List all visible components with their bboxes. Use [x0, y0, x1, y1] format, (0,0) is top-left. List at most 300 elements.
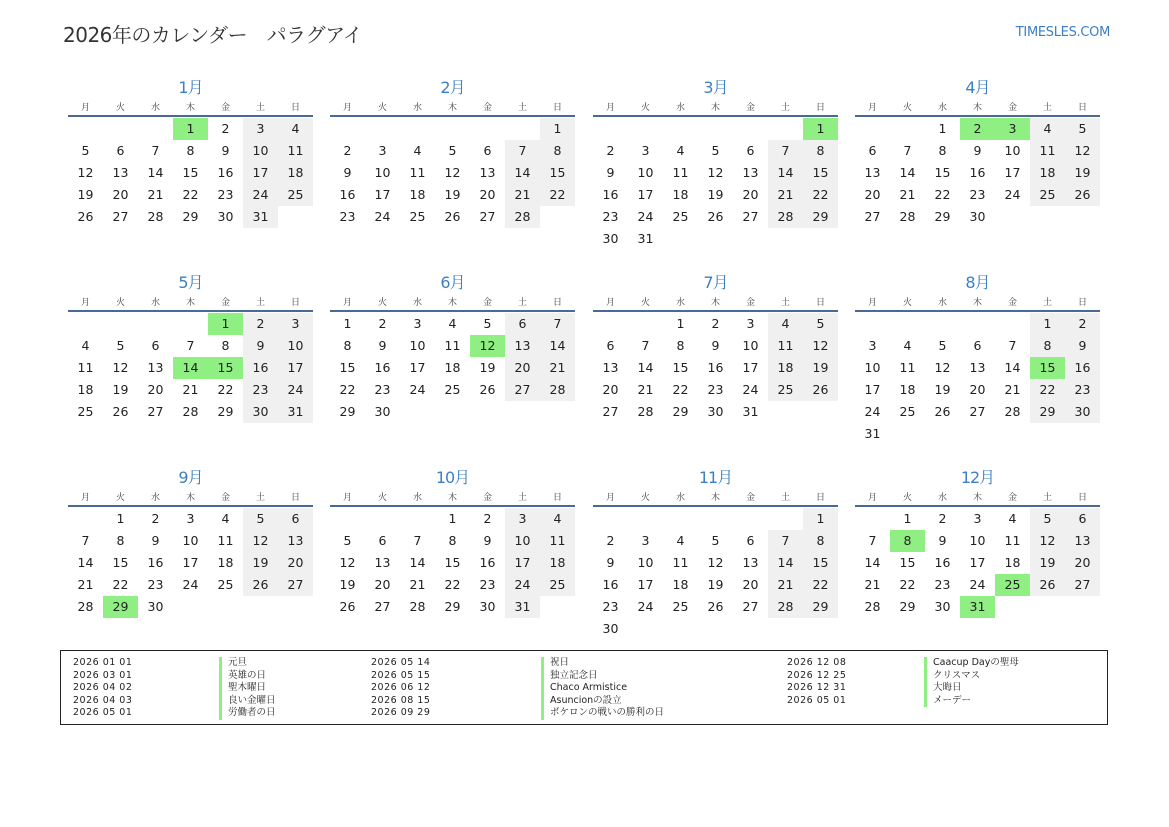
day-cell: 24 [505, 574, 540, 596]
month-name: 6月 [440, 273, 465, 292]
day-cell: 15 [444, 555, 461, 570]
day-cell: 14 [77, 555, 94, 570]
day-cell: 22 [444, 577, 461, 592]
day-cell: 6 [973, 338, 982, 353]
day-cell: 22 [112, 577, 129, 592]
weekday-label: 日 [290, 493, 300, 503]
day-cell: 9 [343, 165, 352, 180]
day-cell: 14 [1004, 360, 1021, 375]
day-cell: 17 [243, 162, 278, 184]
day-cell: 23 [147, 577, 164, 592]
holiday-name: Caacup Dayの聖母 [924, 657, 1019, 670]
day-cell: 10 [969, 533, 986, 548]
day-cell: 20 [147, 382, 164, 397]
holiday-date: 2026 01 01 [73, 657, 133, 668]
day-cell: 7 [540, 313, 575, 335]
day-cell: 11 [1030, 140, 1065, 162]
day-cell: 23 [243, 379, 278, 401]
day-cell: 19 [934, 382, 951, 397]
day-cell: 13 [602, 360, 619, 375]
day-cell: 28 [1004, 404, 1021, 419]
month-5 [68, 271, 313, 456]
day-cell: 18 [899, 382, 916, 397]
holiday-date: 2026 05 15 [371, 669, 431, 681]
day-cell: 3 [746, 316, 755, 331]
holiday-date: 2026 06 12 [371, 682, 431, 693]
day-cell: 25 [540, 574, 575, 596]
day-cell: 8 [221, 338, 230, 353]
day-cell: 26 [444, 209, 461, 224]
month-name: 12月 [960, 468, 995, 487]
day-cell: 30 [707, 404, 724, 419]
weekday-label: 木 [710, 298, 720, 308]
day-cell: 29 [803, 596, 838, 618]
month-9 [68, 466, 313, 651]
day-cell: 19 [1030, 552, 1065, 574]
weekday-label: 土 [255, 103, 265, 113]
weekday-label: 水 [150, 298, 160, 308]
day-cell: 16 [934, 555, 951, 570]
weekday-label: 水 [675, 493, 685, 503]
day-cell: 22 [339, 382, 356, 397]
weekday-label: 水 [675, 103, 685, 113]
month-3 [593, 76, 838, 261]
weekday-header [855, 296, 1100, 312]
day-cell: 4 [903, 338, 912, 353]
day-cell: 18 [768, 357, 803, 379]
day-cell: 7 [768, 140, 803, 162]
day-cell: 13 [147, 360, 164, 375]
day-cell: 12 [77, 165, 94, 180]
day-cell: 23 [217, 187, 234, 202]
holiday-name: 聖木曜日 [219, 682, 266, 695]
holiday-day-cell: 29 [103, 596, 138, 618]
day-cell: 17 [864, 382, 881, 397]
day-cell: 4 [540, 508, 575, 530]
day-cell: 14 [768, 552, 803, 574]
day-cell: 22 [803, 184, 838, 206]
day-cell: 22 [182, 187, 199, 202]
day-cell: 30 [217, 209, 234, 224]
day-cell: 16 [1065, 357, 1100, 379]
holiday-day-cell: 15 [208, 357, 243, 379]
holiday-day-cell: 1 [208, 313, 243, 335]
day-cell: 14 [540, 335, 575, 357]
day-cell: 21 [768, 574, 803, 596]
month-name: 4月 [965, 78, 990, 97]
day-cell: 20 [1065, 552, 1100, 574]
weekday-label: 土 [255, 493, 265, 503]
day-cell: 15 [182, 165, 199, 180]
weekday-label: 日 [552, 298, 562, 308]
day-cell: 23 [339, 209, 356, 224]
day-cell: 21 [540, 357, 575, 379]
day-cell: 6 [378, 533, 387, 548]
month-name: 3月 [703, 78, 728, 97]
day-cell: 12 [243, 530, 278, 552]
day-cell: 3 [278, 313, 313, 335]
day-cell: 30 [243, 401, 278, 423]
day-cell: 25 [672, 209, 689, 224]
day-cell: 26 [243, 574, 278, 596]
day-cell: 16 [707, 360, 724, 375]
weekday-label: 土 [1042, 103, 1052, 113]
day-cell: 14 [147, 165, 164, 180]
day-cell: 22 [217, 382, 234, 397]
day-cell: 23 [934, 577, 951, 592]
day-cell: 13 [112, 165, 129, 180]
weekday-label: 水 [412, 493, 422, 503]
holiday-name: Asuncionの設立 [541, 695, 622, 708]
day-cell: 15 [540, 162, 575, 184]
month-name: 10月 [435, 468, 470, 487]
day-cell: 16 [147, 555, 164, 570]
day-cell: 11 [540, 530, 575, 552]
weekday-label: 月 [605, 103, 615, 113]
day-cell: 21 [505, 184, 540, 206]
day-cell: 3 [413, 316, 422, 331]
weekday-label: 月 [342, 298, 352, 308]
weekday-label: 水 [937, 493, 947, 503]
day-cell: 12 [339, 555, 356, 570]
day-cell: 13 [278, 530, 313, 552]
day-cell: 30 [1065, 401, 1100, 423]
weekday-label: 月 [342, 103, 352, 113]
day-cell: 14 [409, 555, 426, 570]
weekday-label: 火 [377, 298, 387, 308]
day-cell: 13 [969, 360, 986, 375]
day-cell: 18 [1004, 555, 1021, 570]
holiday-name: クリスマス [924, 670, 980, 683]
day-cell: 12 [112, 360, 129, 375]
holiday-day-cell: 2 [960, 118, 995, 140]
day-cell: 3 [868, 338, 877, 353]
day-cell: 16 [374, 360, 391, 375]
day-cell: 3 [505, 508, 540, 530]
day-cell: 17 [1004, 165, 1021, 180]
day-cell: 3 [378, 143, 387, 158]
weekday-label: 金 [482, 493, 492, 503]
day-cell: 21 [637, 382, 654, 397]
holiday-date: 2026 04 02 [73, 682, 133, 693]
day-cell: 8 [116, 533, 125, 548]
day-cell: 26 [707, 209, 724, 224]
day-cell: 16 [479, 555, 496, 570]
weekday-header [68, 101, 313, 117]
day-cell: 5 [343, 533, 352, 548]
day-cell: 4 [768, 313, 803, 335]
month-name: 5月 [178, 273, 203, 292]
weekday-label: 水 [937, 103, 947, 113]
day-cell: 23 [479, 577, 496, 592]
day-cell: 23 [1065, 379, 1100, 401]
weekday-label: 木 [185, 493, 195, 503]
day-cell: 26 [339, 599, 356, 614]
day-cell: 11 [77, 360, 94, 375]
site-name[interactable]: TIMESLES.COM [1015, 25, 1110, 40]
weekday-label: 火 [640, 493, 650, 503]
day-cell: 31 [505, 596, 540, 618]
day-cell: 2 [221, 121, 230, 136]
holiday-day-cell: 1 [173, 118, 208, 140]
day-cell: 6 [483, 143, 492, 158]
weekday-label: 金 [220, 103, 230, 113]
day-cell: 7 [505, 140, 540, 162]
day-cell: 21 [864, 577, 881, 592]
weekday-label: 月 [605, 493, 615, 503]
day-cell: 14 [768, 162, 803, 184]
day-cell: 24 [278, 379, 313, 401]
day-cell: 12 [707, 165, 724, 180]
month-name: 1月 [178, 78, 203, 97]
day-cell: 27 [969, 404, 986, 419]
day-cell: 21 [77, 577, 94, 592]
weekday-label: 土 [517, 103, 527, 113]
day-cell: 22 [1030, 379, 1065, 401]
day-cell: 1 [116, 511, 125, 526]
weekday-label: 火 [640, 103, 650, 113]
day-cell: 29 [899, 599, 916, 614]
day-cell: 2 [343, 143, 352, 158]
day-cell: 29 [934, 209, 951, 224]
day-cell: 13 [374, 555, 391, 570]
weekday-label: 月 [80, 493, 90, 503]
month-7 [593, 271, 838, 456]
weekday-label: 日 [1077, 493, 1087, 503]
day-cell: 9 [378, 338, 387, 353]
day-cell: 13 [1065, 530, 1100, 552]
day-cell: 15 [672, 360, 689, 375]
day-cell: 28 [409, 599, 426, 614]
weekday-label: 火 [377, 103, 387, 113]
weekday-label: 水 [150, 103, 160, 113]
holiday-date: 2026 05 01 [73, 707, 133, 718]
weekday-label: 土 [780, 103, 790, 113]
day-cell: 6 [116, 143, 125, 158]
weekday-label: 月 [605, 298, 615, 308]
weekday-label: 木 [185, 103, 195, 113]
day-cell: 29 [217, 404, 234, 419]
day-cell: 24 [637, 599, 654, 614]
day-cell: 21 [1004, 382, 1021, 397]
day-cell: 25 [278, 184, 313, 206]
weekday-label: 金 [1007, 298, 1017, 308]
day-cell: 6 [746, 143, 755, 158]
day-cell: 7 [81, 533, 90, 548]
weekday-header [855, 491, 1100, 507]
day-cell: 22 [934, 187, 951, 202]
day-cell: 27 [602, 404, 619, 419]
day-cell: 30 [479, 599, 496, 614]
holiday-day-cell: 25 [995, 574, 1030, 596]
holiday-date: 2026 08 15 [371, 694, 431, 706]
day-cell: 27 [742, 599, 759, 614]
weekday-label: 木 [447, 298, 457, 308]
weekday-label: 月 [80, 298, 90, 308]
day-cell: 28 [768, 596, 803, 618]
day-cell: 7 [868, 533, 877, 548]
day-cell: 9 [973, 143, 982, 158]
day-cell: 10 [409, 338, 426, 353]
day-cell: 13 [864, 165, 881, 180]
day-cell: 19 [803, 357, 838, 379]
day-cell: 7 [768, 530, 803, 552]
weekday-label: 木 [972, 298, 982, 308]
day-cell: 8 [186, 143, 195, 158]
holiday-name: 良い金曜日 [219, 695, 276, 708]
weekday-label: 金 [482, 298, 492, 308]
holiday-name: 祝日 [541, 657, 569, 670]
day-cell: 25 [409, 209, 426, 224]
day-cell: 2 [483, 511, 492, 526]
weekday-header [593, 101, 838, 117]
day-cell: 2 [938, 511, 947, 526]
day-cell: 28 [864, 599, 881, 614]
day-cell: 6 [1065, 508, 1100, 530]
holiday-date: 2026 09 29 [371, 707, 431, 718]
weekday-label: 金 [745, 103, 755, 113]
day-cell: 24 [969, 577, 986, 592]
month-name: 11月 [698, 468, 733, 487]
weekday-label: 土 [1042, 298, 1052, 308]
weekday-label: 土 [780, 493, 790, 503]
weekday-label: 日 [552, 103, 562, 113]
day-cell: 20 [278, 552, 313, 574]
holiday-day-cell: 3 [995, 118, 1030, 140]
day-cell: 27 [147, 404, 164, 419]
day-cell: 4 [278, 118, 313, 140]
day-cell: 6 [278, 508, 313, 530]
weekday-label: 日 [815, 298, 825, 308]
day-cell: 27 [112, 209, 129, 224]
weekday-label: 日 [815, 493, 825, 503]
day-cell: 8 [938, 143, 947, 158]
day-cell: 12 [803, 335, 838, 357]
day-cell: 1 [1030, 313, 1065, 335]
weekday-label: 火 [902, 103, 912, 113]
weekday-header [855, 101, 1100, 117]
holiday-date: 2026 04 03 [73, 694, 133, 706]
day-cell: 10 [374, 165, 391, 180]
day-cell: 4 [1030, 118, 1065, 140]
day-cell: 2 [1065, 313, 1100, 335]
day-cell: 15 [934, 165, 951, 180]
day-cell: 16 [339, 187, 356, 202]
day-cell: 26 [934, 404, 951, 419]
weekday-label: 金 [220, 493, 230, 503]
day-cell: 18 [540, 552, 575, 574]
day-cell: 4 [448, 316, 457, 331]
day-cell: 27 [479, 209, 496, 224]
day-cell: 26 [803, 379, 838, 401]
day-cell: 17 [637, 187, 654, 202]
weekday-label: 月 [867, 298, 877, 308]
day-cell: 28 [768, 206, 803, 228]
weekday-header [330, 491, 575, 507]
day-cell: 6 [606, 338, 615, 353]
day-cell: 28 [505, 206, 540, 228]
day-cell: 10 [864, 360, 881, 375]
day-cell: 20 [505, 357, 540, 379]
weekday-label: 日 [290, 298, 300, 308]
day-cell: 1 [903, 511, 912, 526]
day-cell: 17 [374, 187, 391, 202]
day-cell: 25 [768, 379, 803, 401]
day-cell: 8 [448, 533, 457, 548]
day-cell: 23 [602, 209, 619, 224]
day-cell: 16 [243, 357, 278, 379]
day-cell: 15 [339, 360, 356, 375]
day-cell: 9 [938, 533, 947, 548]
holiday-date: 2026 03 01 [73, 669, 133, 681]
day-cell: 1 [540, 118, 575, 140]
day-cell: 25 [1030, 184, 1065, 206]
day-cell: 9 [606, 555, 615, 570]
day-cell: 11 [1004, 533, 1021, 548]
day-cell: 3 [243, 118, 278, 140]
month-11 [593, 466, 838, 651]
day-cell: 1 [938, 121, 947, 136]
day-cell: 8 [676, 338, 685, 353]
weekday-label: 水 [150, 493, 160, 503]
weekday-label: 木 [447, 493, 457, 503]
month-6 [330, 271, 575, 456]
weekday-label: 木 [185, 298, 195, 308]
day-cell: 14 [637, 360, 654, 375]
weekday-label: 木 [710, 493, 720, 503]
day-cell: 18 [672, 577, 689, 592]
day-cell: 18 [672, 187, 689, 202]
day-cell: 20 [479, 187, 496, 202]
month-8 [855, 271, 1100, 456]
day-cell: 3 [641, 533, 650, 548]
holiday-name: 元旦 [219, 657, 247, 670]
day-cell: 11 [409, 165, 426, 180]
day-cell: 19 [243, 552, 278, 574]
holiday-day-cell: 14 [173, 357, 208, 379]
weekday-label: 土 [517, 298, 527, 308]
day-cell: 11 [672, 165, 689, 180]
weekday-label: 月 [80, 103, 90, 113]
day-cell: 10 [742, 338, 759, 353]
day-cell: 25 [77, 404, 94, 419]
day-cell: 15 [803, 162, 838, 184]
weekday-label: 火 [115, 103, 125, 113]
weekday-label: 日 [1077, 298, 1087, 308]
day-cell: 2 [711, 316, 720, 331]
day-cell: 28 [147, 209, 164, 224]
day-cell: 5 [1065, 118, 1100, 140]
weekday-label: 日 [290, 103, 300, 113]
weekday-label: 金 [220, 298, 230, 308]
weekday-label: 土 [517, 493, 527, 503]
day-cell: 31 [243, 206, 278, 228]
day-cell: 17 [969, 555, 986, 570]
weekday-label: 金 [745, 493, 755, 503]
day-cell: 1 [676, 316, 685, 331]
month-name: 2月 [440, 78, 465, 97]
day-cell: 23 [374, 382, 391, 397]
day-cell: 10 [637, 165, 654, 180]
weekday-label: 月 [867, 103, 877, 113]
day-cell: 24 [742, 382, 759, 397]
weekday-label: 土 [1042, 493, 1052, 503]
day-cell: 18 [444, 360, 461, 375]
day-cell: 24 [243, 184, 278, 206]
holiday-day-cell: 31 [960, 596, 995, 618]
day-cell: 21 [182, 382, 199, 397]
day-cell: 10 [1004, 143, 1021, 158]
